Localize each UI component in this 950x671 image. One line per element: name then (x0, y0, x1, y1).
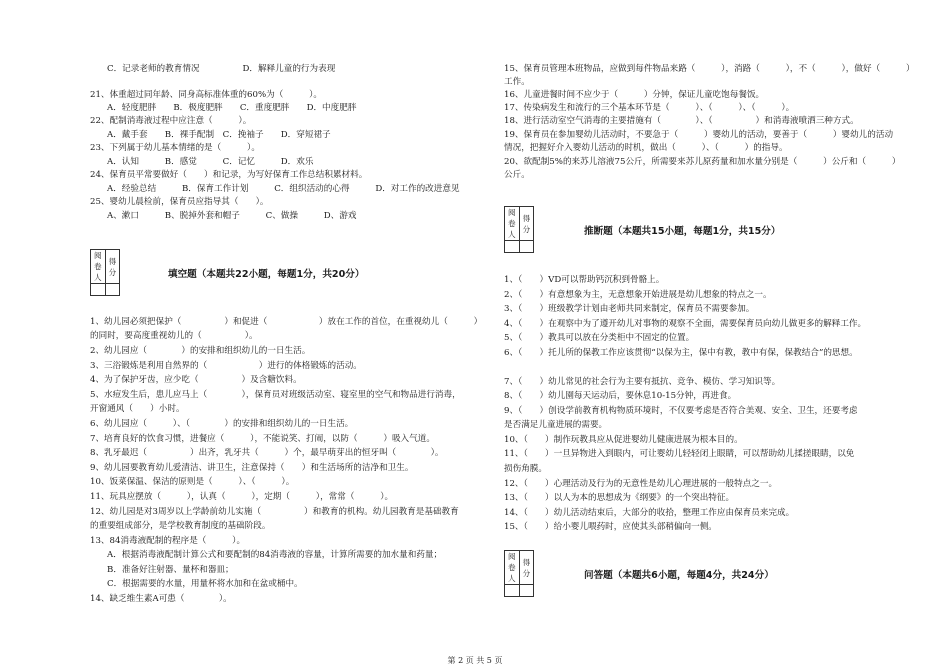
question-line: 22、配制消毒液过程中应注意（ ）。 (90, 116, 252, 126)
question-line: 开窗通风（ ）小时。 (90, 404, 185, 414)
score-box (504, 206, 534, 253)
question-line: 1、（ ）VD可以帮助钙沉积到骨骼上。 (504, 275, 665, 285)
reviewer-label: 阅卷人 (91, 250, 106, 284)
question-line: 12、（ ）心理活动及行为的无意性是幼儿心理进展的一般特点之一。 (504, 479, 778, 489)
question-option-line: A．经验总结 B．保育工作计划 C．组织活动的心得 D．对工作的改进意见 (107, 184, 460, 194)
score-cell (105, 284, 120, 296)
score-label: 得分 (105, 250, 120, 284)
section-title-true-false: 推断题（本题共15小题，每题1分，共15分） (584, 226, 781, 237)
score-label: 得分 (519, 551, 534, 585)
question-line: 4、（ ）在观察中为了遵开幼儿对事物的观察不全面，需要保育员向幼儿做更多的解释工作。 (504, 319, 867, 329)
question-line: 3、三浴锻炼是利用自然界的（ ）进行的体格锻炼的活动。 (90, 361, 362, 371)
score-cell (519, 241, 534, 253)
question-line: 19、保育员在参加婴幼儿活动时，不要急于（ ）婴幼儿的活动，要善于（ ）婴幼儿的活动 (504, 130, 894, 140)
question-line: 14、缺乏维生素A可患（ ）。 (90, 594, 232, 604)
question-line: 11、（ ）一旦异物进入到眼内，可让婴幼儿轻轻闭上眼睛，可以帮助幼儿揉搓眼睛，以免 (504, 449, 855, 459)
page-number-footer: 第 2 页 共 5 页 (447, 656, 503, 665)
question-line: 8、（ ）幼儿園每天运动后，要休息10-15分钟，再进食。 (504, 391, 737, 401)
question-line: 10、饭菜保温、保洁的原则是（ ）、（ ）。 (90, 477, 295, 487)
question-line: 是否满足儿童进展的需要。 (504, 420, 608, 430)
question-option-line: A．戴手套 B．裸手配制 C．挽袖子 D．穿短裙子 (107, 130, 331, 140)
question-line: 7、（ ）幼儿常见的社会行为主要有抵抗、竞争、模仿、学习知识等。 (504, 377, 781, 387)
question-line: 公斤。 (504, 170, 530, 180)
question-line: 情况，把握好介入婴幼儿活动的时机，做出（ ）、（ ）的指导。 (504, 143, 788, 153)
question-line: 23、下列属于幼儿基本情绪的是（ ）。 (90, 143, 260, 153)
score-box (504, 550, 534, 597)
reviewer-label: 阅卷人 (505, 551, 520, 585)
question-line: 24、保育员平常要做好（ ）和记录，为写好保育工作总结积累材料。 (90, 170, 368, 180)
question-option-line: B．准备好注射器、量杯和器皿； (107, 565, 234, 575)
score-cell (519, 585, 534, 597)
question-option-line: A．轻度肥胖 B．极度肥胖 C．重度肥胖 D．中度肥胖 (107, 103, 357, 113)
question-line: 18、进行活动室空气消毒的主要措施有（ ）、（ ）和消毒液喷洒三种方式。 (504, 116, 859, 126)
question-line: C．记录老师的教育情况 D．解释儿童的行为表现 (107, 64, 336, 74)
question-line: 4、为了保护牙齿，应少吃（ ）及含糖饮料。 (90, 375, 302, 385)
question-line: 2、（ ）有意想象为主，无意想象开始进展是幼儿想象的特点之一。 (504, 290, 772, 300)
question-line: 16、儿童进餐时间不应少于（ ）分钟，保证儿童吃饱每餐饭。 (504, 90, 765, 100)
question-line: 9、（ ）创设学前教育机构物质环境时，不仅要考虑是否符合美观、安全、卫生，还要考虑 (504, 406, 858, 416)
question-option-line: A．根据消毒液配制计算公式和要配制的84消毒液的容量，计算所需要的加水量和药量； (107, 550, 443, 560)
question-line: 5、水痘发生后，患儿应马上（ ），保育员对班级活动室、寝室里的空气和物品进行消毒， (90, 390, 461, 400)
question-line: 2、幼儿园应（ ）的安排和组织幼儿的一日生活。 (90, 346, 311, 356)
question-line: 11、玩具应摆放（ ），认真（ ），定期（ ），常常（ ）。 (90, 492, 394, 502)
question-line: 20、欲配制5%的来苏儿溶液75公斤，所需要来苏儿原药量和加水量分别是（ ）公斤和（ ） (504, 157, 901, 167)
question-line: 1、幼儿园必须把保护（ ）和促进（ ）放在工作的首位，在重视幼儿（ ） (90, 317, 483, 327)
question-line: 3、（ ）班级教学计划由老师共同来制定，保育员不需要参加。 (504, 304, 755, 314)
reviewer-cell (505, 585, 520, 597)
question-line: 17、传染病发生和流行的三个基本环节是（ ）、（ ）、（ ）。 (504, 103, 795, 113)
question-line: 13、（ ）以人为本的思想成为《纲要》的一个突出特征。 (504, 493, 735, 503)
question-line: 21、体重超过同年龄、同身高标准体重的60%为（ ）。 (90, 90, 322, 100)
question-line: 5、（ ）教具可以放在分类柜中不固定的位置。 (504, 333, 695, 343)
question-line: 12、幼儿园是对3周岁以上学龄前幼儿实施（ ）和教育的机构。幼儿园教育是基础教育 (90, 507, 459, 517)
question-line: 10、（ ）制作玩教具应从促进婴幼儿健康进展为根本目的。 (504, 435, 743, 445)
question-line: 15、（ ）给小婴儿喂药时，应使其头部稍偏向一侧。 (504, 522, 717, 532)
question-option-line: C．根据需要的水量，用量杯将水加和在盆或桶中。 (107, 579, 303, 589)
question-line: 15、保育员管理本班物品，应做到每件物品来路（ ），消路（ ），不（ ），做好（ ） (504, 64, 915, 74)
reviewer-label: 阅卷人 (505, 207, 520, 241)
question-line: 13、84消毒液配制的程序是（ ）。 (90, 536, 246, 546)
question-line: 14、（ ）幼儿活动结束后，大部分的收拾，整理工作应由保育员来完成。 (504, 508, 795, 518)
question-line: 6、幼儿园应（ ）、（ ）的安排和组织幼儿的一日生活。 (90, 419, 354, 429)
question-line: 的同时，要高度重视幼儿的（ ）。 (90, 331, 258, 341)
reviewer-cell (505, 241, 520, 253)
question-line: 工作。 (504, 77, 530, 87)
section-title-short-answer: 问答题（本题共6小题，每题4分，共24分） (584, 570, 774, 581)
question-line: 25、婴幼儿晨检前，保育员应指导其（ ）。 (90, 197, 269, 207)
question-line: 6、（ ）托儿所的保教工作应该贯彻“以保为主，保中有教，教中有保，保教结合”的思想。 (504, 348, 858, 358)
score-label: 得分 (519, 207, 534, 241)
question-line: 8、乳牙最迟（ ）出齐，乳牙共（ ）个，最早萌芽出的恒牙叫（ ）。 (90, 448, 444, 458)
question-line: 的重要组成部分，是学校教育制度的基础阶段。 (90, 521, 271, 531)
question-option-line: A．认知 B．感觉 C．记忆 D．欢乐 (107, 157, 314, 167)
section-title-fill-in: 填空题（本题共22小题，每题1分，共20分） (168, 269, 365, 280)
reviewer-cell (91, 284, 106, 296)
question-line: 7、培育良好的饮食习惯，进餐应（ ），不能说笑、打闹，以防（ ）吸入气道。 (90, 434, 435, 444)
question-line: 9、幼儿园要教育幼儿爱清洁、讲卫生，注意保持（ ）和生活场所的洁净和卫生。 (90, 463, 414, 473)
score-box (90, 249, 120, 296)
question-line: 损伤角膜。 (504, 464, 547, 474)
question-option-line: A、漱口 B、脱掉外套和帽子 C、做操 D、游戏 (107, 211, 357, 221)
